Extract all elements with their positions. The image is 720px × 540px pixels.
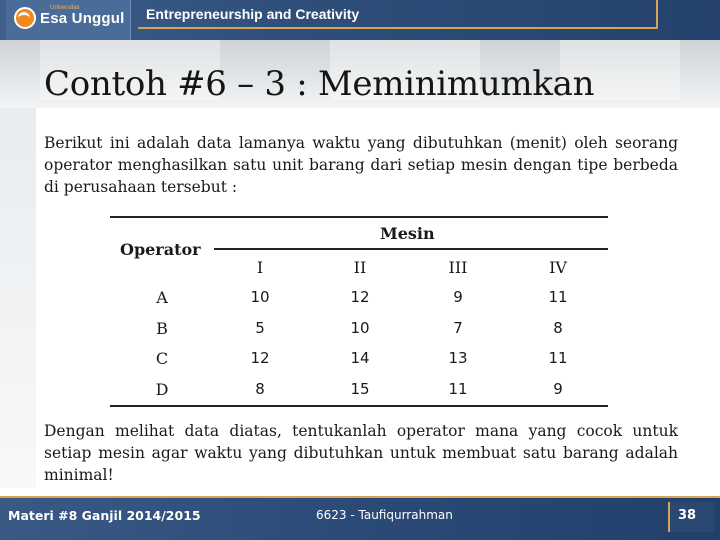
row-label: C bbox=[155, 349, 169, 368]
university-logo bbox=[6, 0, 131, 40]
footer-course-info: Materi #8 Ganjil 2014/2015 bbox=[8, 508, 201, 523]
slide-title: Contoh #6 – 3 : Meminimumkan bbox=[44, 64, 595, 104]
logo-text: Esa Unggul bbox=[40, 10, 125, 27]
footer-author: 6623 - Taufiqurrahman bbox=[316, 508, 453, 522]
column-header: I bbox=[256, 258, 264, 277]
table-cell: 15 bbox=[350, 380, 370, 398]
column-header: III bbox=[448, 258, 468, 277]
table-cell: 9 bbox=[553, 380, 563, 398]
mesin-header: Mesin bbox=[380, 224, 435, 243]
table-cell: 5 bbox=[255, 319, 265, 337]
table-cell: 11 bbox=[448, 380, 468, 398]
column-header: II bbox=[353, 258, 367, 277]
header-divider bbox=[138, 27, 658, 29]
table-cell: 11 bbox=[548, 349, 568, 367]
page-number: 38 bbox=[678, 508, 697, 523]
table-cell: 12 bbox=[250, 349, 270, 367]
table-cell: 10 bbox=[250, 288, 270, 306]
table-cell: 12 bbox=[350, 288, 370, 306]
column-header: IV bbox=[549, 258, 567, 277]
table-cell: 11 bbox=[548, 288, 568, 306]
header-divider-notch bbox=[656, 0, 658, 28]
table-cell: 8 bbox=[553, 319, 563, 337]
logo-swoosh-icon bbox=[18, 12, 30, 25]
operator-header: Operator bbox=[120, 240, 201, 259]
row-label: A bbox=[156, 288, 168, 307]
table-cell: 8 bbox=[255, 380, 265, 398]
table-rule-top bbox=[110, 216, 608, 218]
logo-subtext: Universitas bbox=[50, 5, 80, 11]
row-label: B bbox=[156, 319, 168, 338]
table-rule-mid bbox=[214, 248, 608, 250]
question-paragraph: Dengan melihat data diatas, tentukanlah operator mana yang cocok untuk setiap mesin agar waktu yang dibutuhkan untuk membuat satu barang adalah minimal! bbox=[44, 422, 678, 484]
table-cell: 13 bbox=[448, 349, 468, 367]
data-table bbox=[110, 216, 608, 408]
course-title: Entrepreneurship and Creativity bbox=[146, 6, 360, 22]
row-label: D bbox=[155, 380, 169, 399]
table-cell: 14 bbox=[350, 349, 370, 367]
footer-bar bbox=[0, 496, 720, 540]
table-cell: 9 bbox=[453, 288, 463, 306]
table-cell: 7 bbox=[453, 319, 463, 337]
header-bar bbox=[0, 0, 720, 40]
table-rule-bottom bbox=[110, 405, 608, 407]
table-cell: 10 bbox=[350, 319, 370, 337]
footer-divider bbox=[0, 496, 720, 498]
intro-paragraph: Berikut ini adalah data lamanya waktu yang dibutuhkan (menit) oleh seorang operator menghasilkan satu unit barang dari setiap mesin dengan tipe berbeda di perusahaan tersebut : bbox=[44, 134, 678, 196]
side-decoration bbox=[0, 108, 36, 488]
